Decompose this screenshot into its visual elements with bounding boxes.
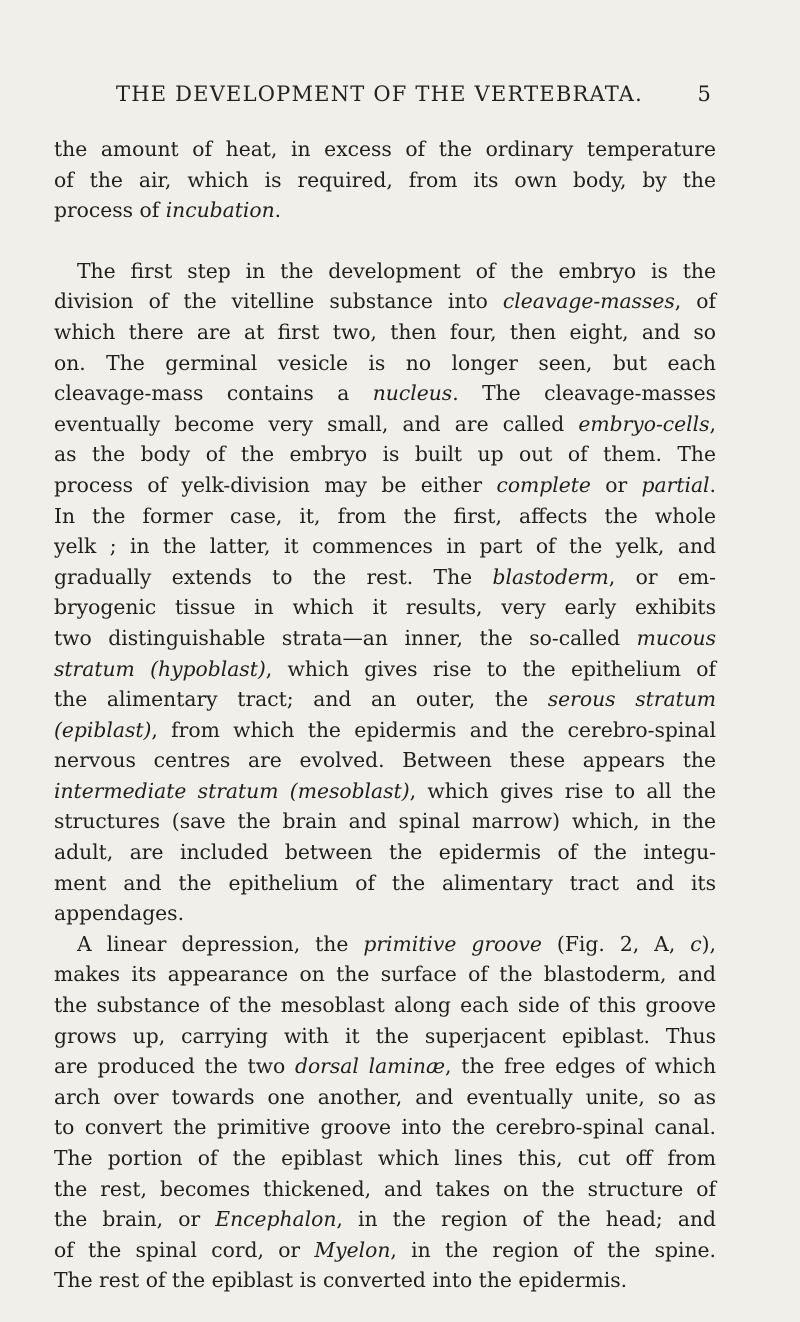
text-line: which there are at first two, then four, then eight, and so [54, 319, 716, 344]
text-line: two distinguishable strata—an inner, the so-called mucous [54, 625, 716, 650]
text-line: stratum (hypoblast), which gives rise to the epithelium of [54, 656, 716, 681]
text-line: process of yelk-division may be either complete or partial. [54, 472, 716, 497]
text-line: process of incubation. [54, 198, 282, 223]
text-line: the rest, becomes thickened, and takes on the structure of [54, 1176, 716, 1201]
running-head [116, 82, 712, 112]
text-line: the amount of heat, in excess of the ordinary temperature [54, 137, 716, 161]
text-line: The first step in the development of the embryo is the [77, 258, 716, 283]
running-title: THE DEVELOPMENT OF THE VERTEBRATA. [116, 82, 643, 106]
text-line: intermediate stratum (mesoblast), which gives rise to all the [54, 778, 716, 803]
text-line: are produced the two dorsal laminæ, the free edges of which [54, 1054, 717, 1079]
text-line: of the air, which is required, from its own body, by the [54, 167, 716, 192]
text-line: eventually become very small, and are called embryo-cells, [54, 411, 716, 436]
text-line: grows up, carrying with it the superjacent epiblast. Thus [54, 1023, 716, 1048]
text-line: (epiblast), from which the epidermis and the cerebro-spinal [54, 717, 716, 742]
text-line: as the body of the embryo is built up out of them. The [54, 442, 716, 467]
text-line: the substance of the mesoblast along each side of this groove [54, 993, 716, 1018]
text-line: A linear depression, the primitive groove (Fig. 2, A, c), [77, 931, 716, 956]
text-line: ment and the epithelium of the alimentary tract and its [54, 870, 716, 895]
text-line: The portion of the epiblast which lines this, cut off from [54, 1146, 716, 1170]
text-line: makes its appearance on the surface of the blastoderm, and [54, 962, 716, 987]
body-text [54, 134, 716, 1296]
text-line: cleavage-mass contains a nucleus. The cleavage-masses [54, 381, 716, 406]
text-line: The rest of the epiblast is converted into the epidermis. [54, 1268, 628, 1293]
text-line: In the former case, it, from the first, affects the whole [54, 503, 716, 528]
text-line: to convert the primitive groove into the cerebro-spinal canal. [54, 1115, 716, 1140]
text-line: structures (save the brain and spinal marrow) which, in the [54, 809, 716, 834]
text-line: of the spinal cord, or Myelon, in the region of the spine. [54, 1237, 716, 1262]
text-line: the brain, or Encephalon, in the region of the head; and [54, 1207, 716, 1232]
text-line: gradually extends to the rest. The blastoderm, or em- [54, 564, 716, 589]
text-line: arch over towards one another, and eventually unite, so as [54, 1084, 716, 1109]
text-line: on. The germinal vesicle is no longer seen, but each [54, 350, 716, 375]
text-line: the alimentary tract; and an outer, the serous stratum [54, 687, 716, 712]
text-line: bryogenic tissue in which it results, very early exhibits [54, 595, 716, 620]
text-line: appendages. [54, 901, 185, 926]
text-line: yelk ; in the latter, it commences in part of the yelk, and [54, 534, 716, 559]
page-number: 5 [697, 82, 712, 106]
text-line: adult, are included between the epidermis of the integu- [54, 840, 716, 865]
text-line: nervous centres are evolved. Between these appears the [54, 748, 716, 773]
text-line: division of the vitelline substance into cleavage-masses, of [54, 289, 716, 314]
